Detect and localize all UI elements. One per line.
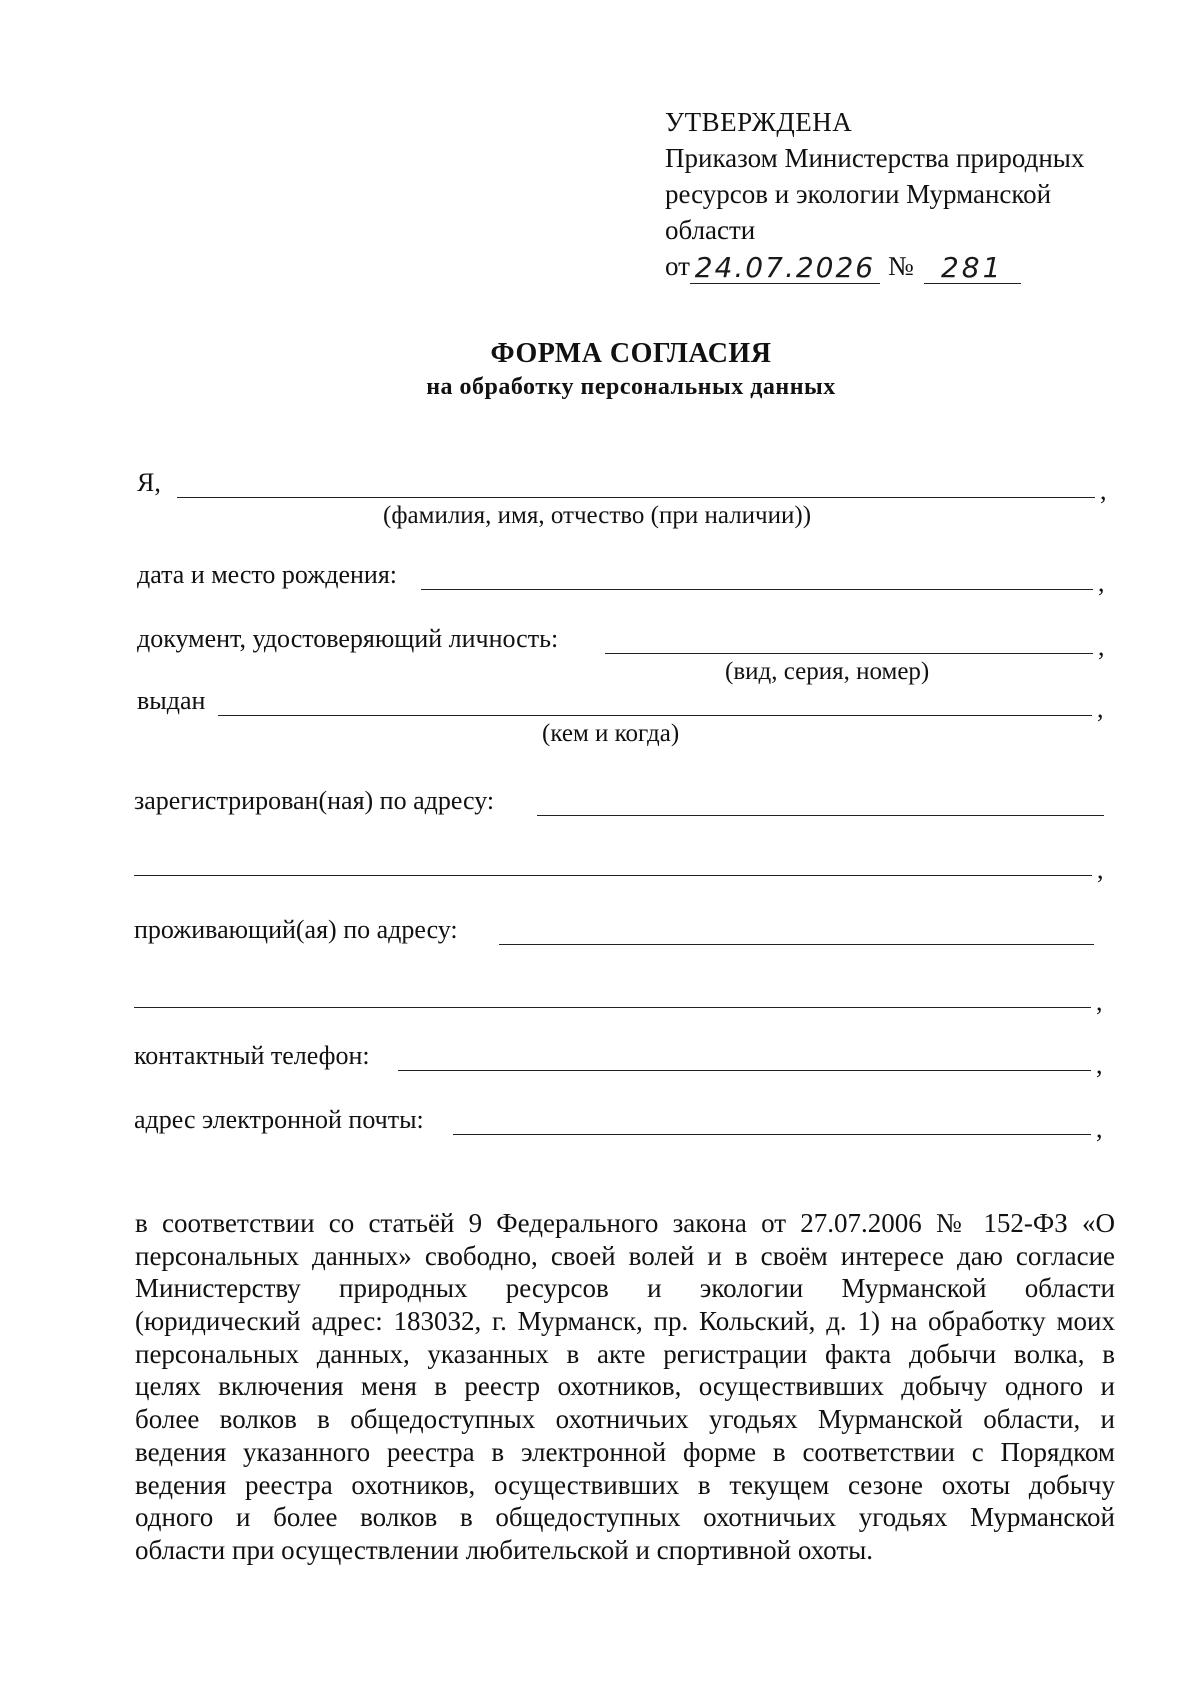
paragraph-line: персональных данных, указанных в акте регистрации факта добычи волка, в [135, 1338, 1115, 1369]
phone-field-line[interactable] [398, 1070, 1091, 1071]
approval-line-3: области [665, 215, 756, 245]
handwritten-number: 281 [924, 253, 1021, 284]
document-hint: (вид, серия, номер) [725, 658, 930, 685]
registered-field-line-2[interactable] [134, 875, 1092, 876]
registered-comma: , [1097, 855, 1104, 884]
paragraph-line: персональных данных» свободно, своей волей и в своём интересе даю согласие [135, 1240, 1115, 1271]
approval-line-2: ресурсов и экологии Мурманской [665, 179, 1052, 209]
living-field-line-2[interactable] [134, 1007, 1091, 1008]
paragraph-line: в соответствии со статьёй 9 Федерального закона от 27.07.2006 № 152-ФЗ «О [135, 1208, 1115, 1238]
issued-hint: (кем и когда) [542, 720, 680, 747]
document-comma: , [1098, 632, 1105, 661]
approval-heading: УТВЕРЖДЕНА [665, 107, 853, 137]
form-subtitle: на обработку персональных данных [426, 374, 836, 400]
email-label: адрес электронной почты: [134, 1105, 424, 1134]
document-field-line[interactable] [605, 653, 1093, 654]
handwritten-date: 24.07.2026 [690, 253, 880, 284]
paragraph-line: одного и более волков в общедоступных охотничьих угодьях Мурманской [135, 1502, 1115, 1533]
email-comma: , [1096, 1114, 1103, 1143]
living-label: проживающий(ая) по адресу: [134, 915, 458, 944]
paragraph-line: ведения указанного реестра в электронной форме в соответствии с Порядком [135, 1436, 1115, 1467]
email-field-line[interactable] [453, 1134, 1091, 1135]
document-label: документ, удостоверяющий личность: [137, 624, 559, 653]
name-comma: , [1100, 476, 1107, 505]
birth-comma: , [1098, 568, 1105, 597]
approval-date-line [665, 248, 1084, 284]
issued-label: выдан [137, 686, 206, 715]
approval-block [665, 104, 1084, 284]
birth-field-line[interactable] [421, 589, 1093, 590]
date-prefix: от [665, 251, 690, 281]
phone-label: контактный телефон: [134, 1041, 370, 1070]
paragraph-line: более волков в общедоступных охотничьих угодьях Мурманской области, и [135, 1404, 1115, 1435]
birth-label: дата и место рождения: [137, 560, 398, 589]
number-sign: № [887, 251, 914, 281]
paragraph-line: (юридический адрес: 183032, г. Мурманск, пр. Кольский, д. 1) на обработку моих [135, 1306, 1115, 1337]
form-title: ФОРМА СОГЛАСИЯ [490, 338, 772, 369]
name-field-line[interactable] [177, 497, 1095, 498]
issued-comma: , [1097, 694, 1104, 723]
name-hint: (фамилия, имя, отчество (при наличии)) [383, 502, 812, 529]
phone-comma: , [1096, 1050, 1103, 1079]
registered-field-line[interactable] [537, 815, 1104, 816]
consent-paragraph [135, 1207, 1115, 1567]
name-label: Я, [137, 468, 161, 497]
approval-line-1: Приказом Министерства природных [665, 143, 1085, 173]
issued-field-line[interactable] [218, 715, 1092, 716]
paragraph-line: ведения реестра охотников, осуществивших в текущем сезоне охоты добычу [135, 1469, 1115, 1500]
paragraph-line: области при осуществлении любительской и спортивной охоты. [135, 1534, 874, 1565]
paragraph-line: целях включения меня в реестр охотников, осуществивших добычу одного и [135, 1371, 1115, 1402]
registered-label: зарегистрирован(ная) по адресу: [134, 786, 495, 815]
paragraph-line: Министерству природных ресурсов и экологии Мурманской области [135, 1273, 1115, 1304]
living-comma: , [1096, 987, 1103, 1016]
living-field-line[interactable] [499, 944, 1094, 945]
